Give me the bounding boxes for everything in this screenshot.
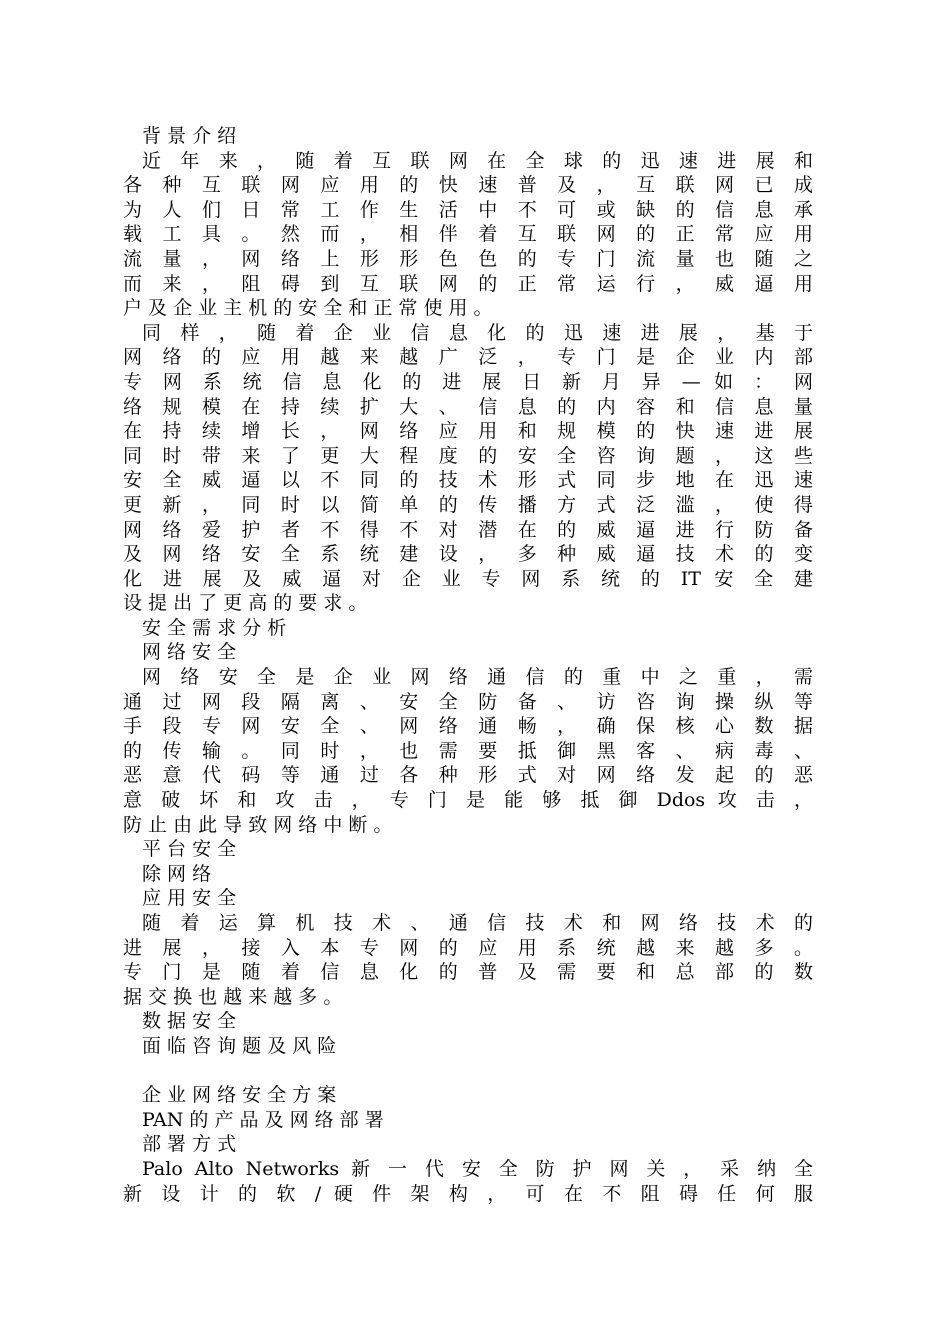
text-line: 网 络 安 全 [142, 641, 237, 664]
text-line: 应 用 安 全 [142, 887, 237, 910]
text-line: 平 台 安 全 [142, 838, 237, 861]
text-line: 化 进 展 及 威 逼 对 企 业 专 网 系 统 的 IT 安 全 建 [123, 567, 813, 590]
text-line: 随 着 运 算 机 技 术 、 通 信 技 术 和 网 络 技 术 的 [142, 912, 813, 934]
text-line: 络 规 模 在 持 续 扩 大 、 信 息 的 内 容 和 信 息 量 [123, 395, 813, 418]
text-line: 专 门 是 随 着 信 息 化 的 普 及 需 要 和 总 部 的 数 [123, 961, 813, 984]
text-line: 据 交 换 也 越 来 越 多 。 [123, 985, 343, 1008]
text-line: 网 络 爱 护 者 不 得 不 对 潜 在 的 威 逼 进 行 防 备 [123, 518, 813, 541]
text-line: 户 及 企 业 主 机 的 安 全 和 正 常 使 用 。 [123, 297, 493, 320]
text-line: 手 段 专 网 安 全 、 网 络 通 畅 ， 确 保 核 心 数 据 [123, 715, 813, 738]
text-line: PAN 的 产 品 及 网 络 部 署 [142, 1108, 384, 1131]
text-line: 部 署 方 式 [142, 1133, 237, 1156]
text-line: 流 量 ， 网 络 上 形 形 色 色 的 专 门 流 量 也 随 之 [123, 247, 813, 270]
text-line: 为 人 们 日 常 工 作 生 活 中 不 可 或 缺 的 信 息 承 [123, 198, 813, 221]
text-line: 通 过 网 段 隔 离 、 安 全 防 备 、 访 咨 询 操 纵 等 [123, 690, 813, 713]
text-line: 除 网 络 [142, 862, 212, 885]
text-line: 新 设 计 的 软 / 硬 件 架 构 ， 可 在 不 阻 碍 任 何 服 [123, 1182, 813, 1205]
text-line: 更 新 ， 同 时 以 简 单 的 传 播 方 式 泛 滥 ， 使 得 [123, 493, 813, 516]
text-line: 企 业 网 络 安 全 方 案 [142, 1084, 337, 1107]
text-line: 恶 意 代 码 等 通 过 各 种 形 式 对 网 络 发 起 的 恶 [123, 764, 813, 787]
text-line: 安 全 威 逼 以 不 同 的 技 术 形 式 同 步 地 在 迅 速 [123, 469, 813, 492]
blank-line [123, 1059, 813, 1084]
text-line: 网 络 的 应 用 越 来 越 广 泛 ， 专 门 是 企 业 内 部 [123, 346, 813, 369]
text-line: 载 工 具 。 然 而 ， 相 伴 着 互 联 网 的 正 常 应 用 [123, 223, 813, 246]
text-line: 意 破 坏 和 攻 击 ， 专 门 是 能 够 抵 御 Ddos 攻 击 ， [123, 789, 813, 812]
text-line: 面 临 咨 询 题 及 风 险 [142, 1034, 337, 1057]
text-line: 各 种 互 联 网 应 用 的 快 速 普 及 ， 互 联 网 已 成 [123, 174, 813, 197]
text-line: 安 全 需 求 分 析 [142, 616, 287, 639]
document-page [123, 124, 813, 1206]
text-line: 进 展 ， 接 入 本 专 网 的 应 用 系 统 越 来 越 多 。 [123, 936, 813, 959]
text-line: 及 网 络 安 全 系 统 建 设 ， 多 种 威 逼 技 术 的 变 [123, 543, 813, 566]
text-line: 专 网 系 统 信 息 化 的 进 展 日 新 月 异 — 如 ： 网 [123, 370, 813, 393]
text-line: 而 来 ， 阻 碍 到 互 联 网 的 正 常 运 行 ， 威 逼 用 [123, 272, 813, 295]
text-line: 防 止 由 此 导 致 网 络 中 断 。 [123, 813, 393, 836]
text-line: 近 年 来 ， 随 着 互 联 网 在 全 球 的 迅 速 进 展 和 [142, 149, 813, 172]
text-line: Palo Alto Networks 新 一 代 安 全 防 护 网 关 ， 采 纳 全 [142, 1157, 813, 1180]
text-line: 同 样 ， 随 着 企 业 信 息 化 的 迅 速 进 展 ， 基 于 [142, 321, 813, 344]
text-line: 在 持 续 增 长 ， 网 络 应 用 和 规 模 的 快 速 进 展 [123, 420, 813, 443]
text-line: 数 据 安 全 [142, 1010, 237, 1033]
text-line: 网 络 安 全 是 企 业 网 络 通 信 的 重 中 之 重 ， 需 [142, 666, 813, 689]
text-line: 背 景 介 绍 [142, 125, 237, 147]
text-line: 同 时 带 来 了 更 大 程 度 的 安 全 咨 询 题 ， 这 些 [123, 444, 813, 467]
text-line: 的 传 输 。 同 时 ， 也 需 要 抵 御 黑 客 、 病 毒 、 [123, 739, 813, 762]
text-line: 设 提 出 了 更 高 的 要 求 。 [123, 592, 368, 615]
